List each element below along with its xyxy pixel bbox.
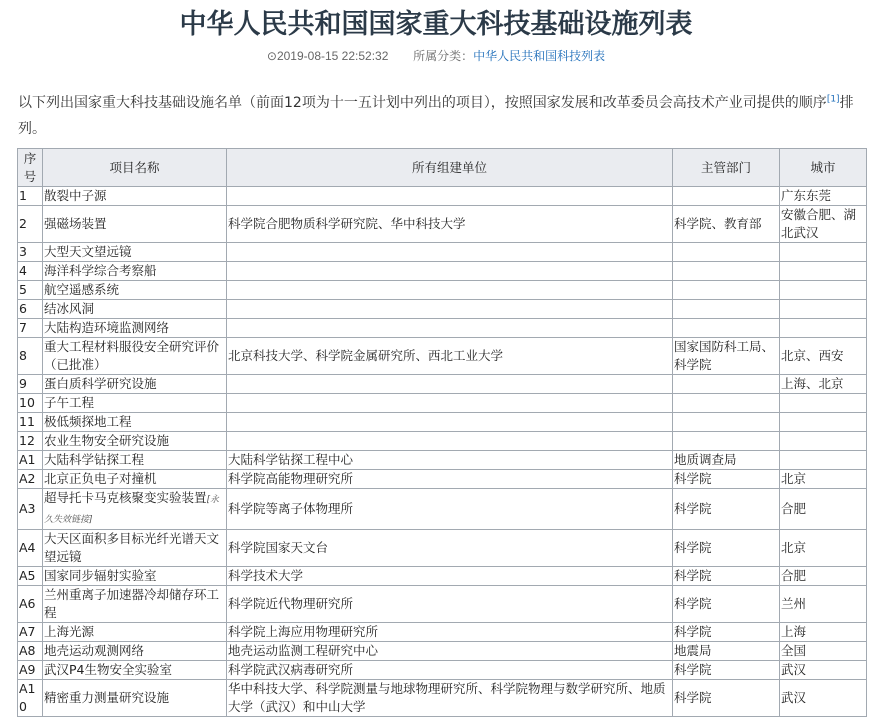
cell-no-text: 8 [19, 348, 27, 363]
intro-paragraph [18, 90, 864, 142]
table-row [18, 206, 867, 243]
cell-city-text: 武汉 [781, 690, 807, 705]
cell-city [780, 642, 867, 661]
cell-no-text: 3 [19, 244, 27, 259]
cell-city [780, 243, 867, 262]
cell-no [18, 281, 43, 300]
cell-units [227, 680, 673, 717]
cell-city [780, 661, 867, 680]
cell-name-text: 大天区面积多目标光纤光谱天文望远镜 [44, 531, 220, 564]
cell-no [18, 187, 43, 206]
table-row [18, 623, 867, 642]
table-row [18, 319, 867, 338]
dead-link-note[interactable]: [永久失效链接] [44, 495, 220, 525]
cell-name [43, 642, 227, 661]
cell-city [780, 530, 867, 567]
cell-units [227, 206, 673, 243]
cell-name [43, 243, 227, 262]
cell-name [43, 262, 227, 281]
table-header-row [18, 149, 867, 187]
cell-name [43, 375, 227, 394]
table-row [18, 281, 867, 300]
cell-no [18, 489, 43, 530]
cell-dept-text: 科学院、教育部 [674, 216, 762, 231]
cell-no-text: A8 [19, 643, 36, 658]
cell-no [18, 319, 43, 338]
cell-dept-text: 科学院 [674, 471, 712, 486]
cell-dept-text: 科学院 [674, 690, 712, 705]
table-row [18, 567, 867, 586]
cell-dept [673, 642, 780, 661]
cell-dept-text: 科学院 [674, 568, 712, 583]
cell-name-text: 兰州重离子加速器冷却储存环工程 [44, 587, 220, 620]
cell-units [227, 300, 673, 319]
cell-name-text: 大陆构造环境监测网络 [44, 320, 170, 335]
cell-no-text: 1 [19, 188, 27, 203]
cell-no [18, 413, 43, 432]
cell-name-text: 强磁场装置 [44, 216, 107, 231]
cell-no [18, 470, 43, 489]
table-row [18, 413, 867, 432]
cell-city [780, 375, 867, 394]
cell-dept-text: 科学院 [674, 540, 712, 555]
cell-dept [673, 489, 780, 530]
cell-no [18, 567, 43, 586]
cell-units [227, 338, 673, 375]
cell-city [780, 470, 867, 489]
cell-dept [673, 530, 780, 567]
timestamp: 2019-08-15 22:52:32 [276, 49, 389, 63]
cell-units [227, 243, 673, 262]
cell-units-text: 科学院高能物理研究所 [228, 471, 354, 486]
cell-no [18, 300, 43, 319]
table-row [18, 375, 867, 394]
cell-no-text: 9 [19, 376, 27, 391]
cell-dept [673, 375, 780, 394]
cell-city-text: 上海、北京 [781, 376, 844, 391]
cell-dept [673, 470, 780, 489]
cell-dept [673, 281, 780, 300]
cell-city [780, 319, 867, 338]
cell-city [780, 489, 867, 530]
cell-name-text: 精密重力测量研究设施 [44, 690, 170, 705]
cell-dept [673, 623, 780, 642]
cell-units-text: 科学院武汉病毒研究所 [228, 662, 354, 677]
cell-no [18, 375, 43, 394]
cell-units [227, 375, 673, 394]
cell-name [43, 432, 227, 451]
cell-dept-text: 科学院 [674, 596, 712, 611]
cell-name-text: 上海光源 [44, 624, 95, 639]
table-row [18, 586, 867, 623]
cell-name [43, 319, 227, 338]
cell-city-text: 武汉 [781, 662, 807, 677]
cell-units [227, 642, 673, 661]
cell-dept [673, 432, 780, 451]
cell-name [43, 567, 227, 586]
cell-name-text: 海洋科学综合考察船 [44, 263, 157, 278]
cell-city [780, 394, 867, 413]
cell-city-text: 上海 [781, 624, 807, 639]
cell-city-text: 合肥 [781, 568, 807, 583]
cell-name-text: 国家同步辐射实验室 [44, 568, 157, 583]
cell-no-text: 11 [19, 414, 35, 429]
cell-units [227, 470, 673, 489]
cell-name [43, 187, 227, 206]
cell-no-text: A3 [19, 501, 36, 516]
cell-city [780, 451, 867, 470]
cell-no [18, 262, 43, 281]
cell-dept-text: 科学院 [674, 662, 712, 677]
cell-name [43, 413, 227, 432]
cell-city [780, 623, 867, 642]
header-units: 所有组建单位 [227, 149, 673, 187]
category-label: 所属分类： [413, 49, 474, 63]
cell-no [18, 243, 43, 262]
cell-name-text: 散裂中子源 [44, 188, 107, 203]
cell-no-text: A2 [19, 471, 36, 486]
category-link[interactable]: 中华人民共和国科技列表 [473, 49, 606, 63]
cell-name-text: 极低频探地工程 [44, 414, 132, 429]
cell-no-text: 2 [19, 216, 27, 231]
cell-no [18, 451, 43, 470]
cell-units [227, 530, 673, 567]
cell-name [43, 680, 227, 717]
table-row [18, 451, 867, 470]
cell-units [227, 586, 673, 623]
cell-units [227, 394, 673, 413]
header-dept: 主管部门 [673, 149, 780, 187]
cell-dept-text: 地震局 [674, 643, 712, 658]
table-row [18, 680, 867, 717]
cell-city-text: 合肥 [781, 501, 807, 516]
cell-dept [673, 451, 780, 470]
intro-text: 以下列出国家重大科技基础设施名单（前面12项为十一五计划中列出的项目），按照国家发展和改革委员会高技术产业司提供的顺序 [18, 95, 827, 111]
cell-units-text: 大陆科学钻探工程中心 [228, 452, 354, 467]
cell-city [780, 206, 867, 243]
cell-dept-text: 科学院 [674, 501, 712, 516]
cell-dept [673, 206, 780, 243]
cell-no-text: 7 [19, 320, 27, 335]
cell-city [780, 300, 867, 319]
cell-dept [673, 680, 780, 717]
cell-no-text: 10 [19, 395, 35, 410]
table-row [18, 338, 867, 375]
cell-name [43, 530, 227, 567]
cell-name [43, 451, 227, 470]
cell-dept [673, 300, 780, 319]
cell-name-text: 大陆科学钻探工程 [44, 452, 145, 467]
cell-city [780, 567, 867, 586]
cell-name-text: 重大工程材料服役安全研究评价（已批准） [44, 339, 220, 372]
cell-no-text: 6 [19, 301, 27, 316]
cell-city-text: 兰州 [781, 596, 807, 611]
cell-city-text: 安徽合肥、湖北武汉 [781, 207, 857, 240]
cell-units-text: 科学院合肥物质科学研究院、华中科技大学 [228, 216, 466, 231]
cell-no [18, 661, 43, 680]
cell-no [18, 680, 43, 717]
cell-city [780, 680, 867, 717]
cell-dept-text: 科学院 [674, 624, 712, 639]
cell-dept [673, 567, 780, 586]
cell-city [780, 586, 867, 623]
header-no: 序号 [18, 149, 43, 187]
cell-name-text: 地壳运动观测网络 [44, 643, 145, 658]
table-row [18, 262, 867, 281]
cell-dept [673, 262, 780, 281]
header-city: 城市 [780, 149, 867, 187]
cell-name-text: 子午工程 [44, 395, 95, 410]
cell-units-text: 科学技术大学 [228, 568, 304, 583]
cell-name [43, 300, 227, 319]
cell-no-text: A4 [19, 540, 36, 555]
cell-units [227, 319, 673, 338]
cell-units-text: 科学院等离子体物理所 [228, 501, 354, 516]
cell-city [780, 281, 867, 300]
cell-units [227, 623, 673, 642]
reference-link[interactable]: [1] [826, 94, 840, 105]
cell-units [227, 413, 673, 432]
cell-city [780, 187, 867, 206]
cell-units [227, 262, 673, 281]
cell-no [18, 642, 43, 661]
cell-name [43, 281, 227, 300]
cell-dept [673, 338, 780, 375]
cell-name [43, 338, 227, 375]
cell-no-text: A6 [19, 596, 36, 611]
table-row [18, 243, 867, 262]
cell-units-text: 华中科技大学、科学院测量与地球物理研究所、科学院物理与数学研究所、地质大学（武汉）和中山大学 [228, 681, 666, 714]
cell-no-text: A7 [19, 624, 36, 639]
cell-no [18, 432, 43, 451]
cell-name [43, 623, 227, 642]
cell-city-text: 广东东莞 [781, 188, 832, 203]
table-row [18, 432, 867, 451]
cell-name-text: 农业生物安全研究设施 [44, 433, 170, 448]
cell-no [18, 530, 43, 567]
cell-name [43, 394, 227, 413]
table-row [18, 300, 867, 319]
table-row [18, 642, 867, 661]
cell-no-text: A1 [19, 452, 36, 467]
cell-name [43, 489, 227, 530]
cell-name [43, 661, 227, 680]
cell-name-text: 武汉P4生物安全实验室 [44, 662, 172, 677]
cell-name-text: 超导托卡马克核聚变实验装置 [44, 490, 207, 505]
cell-dept [673, 187, 780, 206]
table-row [18, 489, 867, 530]
cell-no-text: A9 [19, 662, 36, 677]
cell-units-text: 北京科技大学、科学院金属研究所、西北工业大学 [228, 348, 504, 363]
cell-dept-text: 国家国防科工局、科学院 [674, 339, 775, 372]
cell-no-text: A5 [19, 568, 36, 583]
cell-name [43, 470, 227, 489]
cell-city-text: 北京 [781, 471, 807, 486]
cell-city [780, 338, 867, 375]
cell-units [227, 187, 673, 206]
cell-city-text: 北京、西安 [781, 348, 844, 363]
cell-dept [673, 394, 780, 413]
cell-city-text: 全国 [781, 643, 807, 658]
cell-dept-text: 地质调查局 [674, 452, 737, 467]
cell-no [18, 338, 43, 375]
cell-units [227, 451, 673, 470]
cell-name-text: 结冰风洞 [44, 301, 95, 316]
cell-city-text: 北京 [781, 540, 807, 555]
page-title: 中华人民共和国国家重大科技基础设施列表 [179, 9, 693, 40]
cell-no-text: 4 [19, 263, 27, 278]
cell-name [43, 586, 227, 623]
cell-city [780, 432, 867, 451]
cell-dept [673, 413, 780, 432]
cell-dept [673, 319, 780, 338]
cell-no [18, 394, 43, 413]
table-row [18, 470, 867, 489]
cell-units-text: 科学院国家天文台 [228, 540, 329, 555]
cell-dept [673, 661, 780, 680]
cell-name-text: 北京正负电子对撞机 [44, 471, 157, 486]
article-meta [0, 48, 872, 64]
cell-name-text: 大型天文望远镜 [44, 244, 132, 259]
cell-city [780, 413, 867, 432]
table-row [18, 661, 867, 680]
clock-icon: ⊙ [266, 49, 277, 63]
cell-no [18, 206, 43, 243]
cell-name-text: 航空遥感系统 [44, 282, 120, 297]
cell-units-text: 科学院上海应用物理研究所 [228, 624, 379, 639]
cell-name [43, 206, 227, 243]
cell-units [227, 281, 673, 300]
cell-units-text: 地壳运动监测工程研究中心 [228, 643, 379, 658]
table-row [18, 187, 867, 206]
cell-no-text: A10 [19, 681, 36, 714]
cell-no [18, 586, 43, 623]
facilities-table [17, 148, 867, 717]
cell-units [227, 432, 673, 451]
cell-city [780, 262, 867, 281]
header-name: 项目名称 [43, 149, 227, 187]
intro-text-end: 排列。 [18, 95, 854, 137]
cell-units-text: 科学院近代物理研究所 [228, 596, 354, 611]
cell-units [227, 661, 673, 680]
cell-units [227, 489, 673, 530]
cell-units [227, 567, 673, 586]
cell-no [18, 623, 43, 642]
cell-no-text: 5 [19, 282, 27, 297]
table-row [18, 530, 867, 567]
cell-no-text: 12 [19, 433, 35, 448]
cell-name-text: 蛋白质科学研究设施 [44, 376, 157, 391]
cell-dept [673, 243, 780, 262]
cell-dept [673, 586, 780, 623]
table-row [18, 394, 867, 413]
